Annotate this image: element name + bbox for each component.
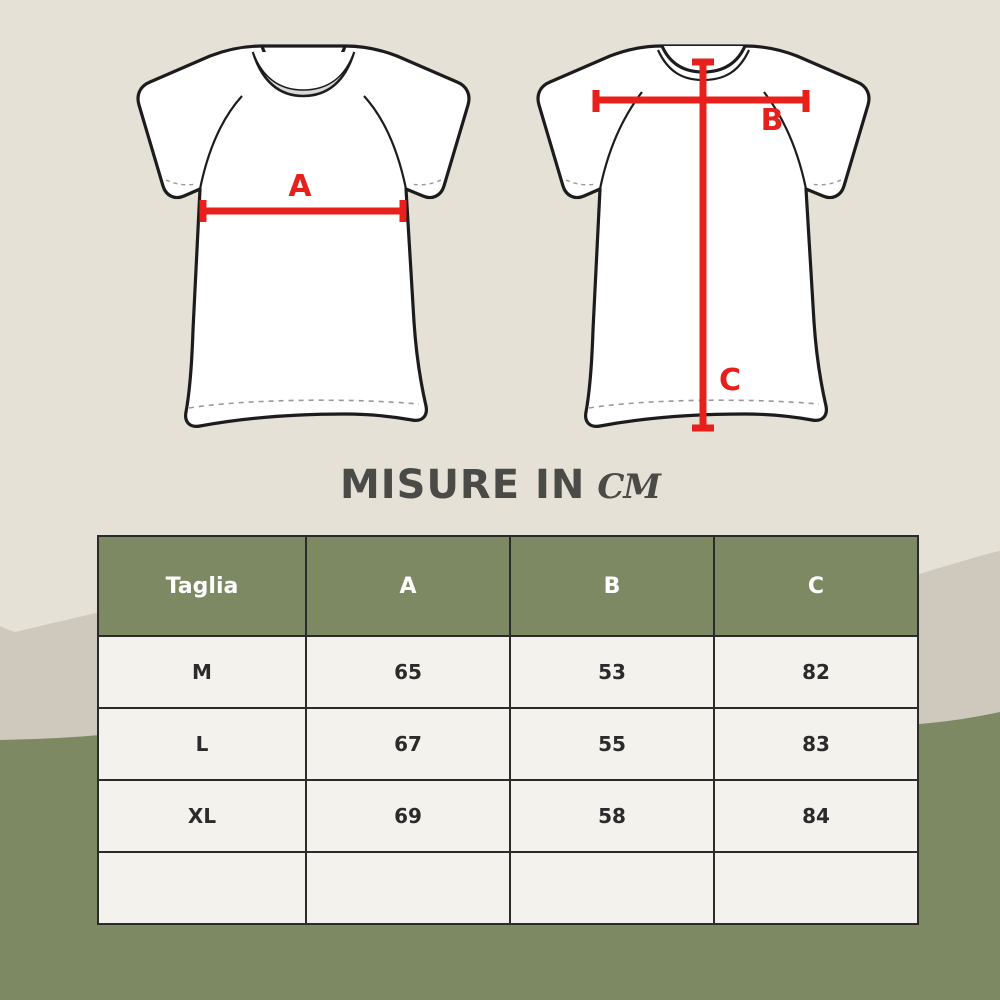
cell-size [98, 852, 306, 924]
table-row-empty [98, 852, 918, 924]
measure-label-a: A [288, 169, 312, 204]
measure-label-c: C [718, 363, 742, 398]
chart-title [0, 462, 1000, 508]
cell-c: 82 [714, 636, 918, 708]
cell-c: 84 [714, 780, 918, 852]
cell-size: M [98, 636, 306, 708]
table-row [98, 636, 918, 708]
cell-b: 55 [510, 708, 714, 780]
title-unit-text: CM [597, 467, 661, 507]
cell-a: 67 [306, 708, 510, 780]
table-row [98, 708, 918, 780]
cell-size: L [98, 708, 306, 780]
t-shirt-front [138, 46, 469, 426]
cell-a [306, 852, 510, 924]
measure-label-b: B [760, 103, 784, 138]
cell-b: 53 [510, 636, 714, 708]
size-table-body [98, 636, 918, 924]
cell-c: 83 [714, 708, 918, 780]
cell-size: XL [98, 780, 306, 852]
header-cell-taglia: Taglia [98, 536, 306, 636]
cell-a: 69 [306, 780, 510, 852]
size-table [97, 535, 919, 925]
cell-a: 65 [306, 636, 510, 708]
table-row [98, 780, 918, 852]
t-shirt-back [538, 46, 869, 428]
table-header-row [98, 536, 918, 636]
tshirt-diagrams [0, 0, 1000, 455]
title-main-text: MISURE IN [339, 462, 586, 508]
size-table-header [98, 536, 918, 636]
cell-b: 58 [510, 780, 714, 852]
cell-c [714, 852, 918, 924]
header-cell-c: C [714, 536, 918, 636]
header-cell-a: A [306, 536, 510, 636]
header-cell-b: B [510, 536, 714, 636]
cell-b [510, 852, 714, 924]
